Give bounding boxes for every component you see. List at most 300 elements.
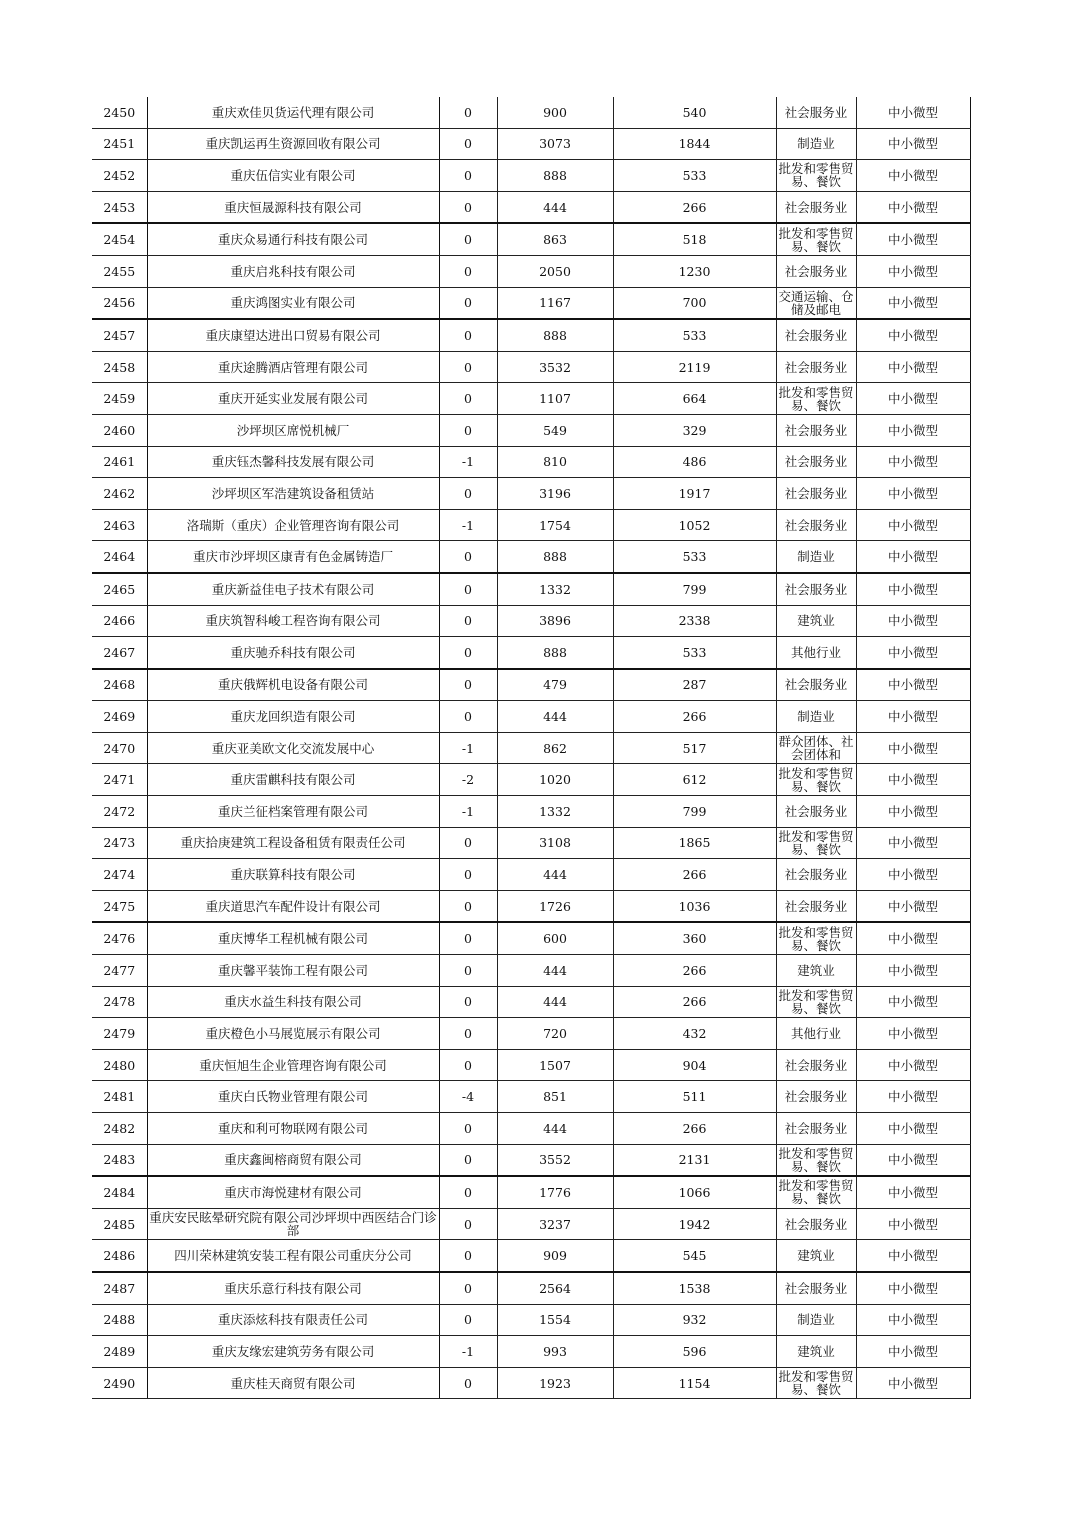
industry: 批发和零售贸易、餐饮 <box>778 385 854 412</box>
value-1-cell <box>497 414 613 446</box>
value-1: 862 <box>543 740 567 756</box>
enterprise-size-cell <box>856 319 970 351</box>
company-table <box>92 97 971 1399</box>
row-id-cell <box>92 287 147 319</box>
company-name-cell <box>147 1336 439 1368</box>
value-2: 517 <box>682 740 707 756</box>
company-name-cell <box>147 319 439 351</box>
value-1: 479 <box>543 677 567 693</box>
value-2-cell <box>613 319 776 351</box>
value-2: 2119 <box>678 359 711 375</box>
value-1-cell <box>497 1272 613 1304</box>
enterprise-size-cell <box>856 97 970 128</box>
industry: 建筑业 <box>797 1249 835 1263</box>
company-name: 重庆鑫闽榕商贸有限公司 <box>224 1152 362 1168</box>
enterprise-size: 中小微型 <box>887 962 938 978</box>
change-value-cell <box>439 509 497 541</box>
value-1-cell <box>497 1240 613 1272</box>
company-name: 重庆市沙坪坝区康青有色金属铸造厂 <box>192 549 393 565</box>
table-row <box>92 1144 970 1176</box>
value-1-cell <box>497 478 613 510</box>
table-row <box>92 255 970 287</box>
value-2-cell <box>613 827 776 859</box>
enterprise-size: 中小微型 <box>887 391 938 407</box>
industry: 建筑业 <box>797 963 835 977</box>
enterprise-size: 中小微型 <box>887 772 938 788</box>
change-value: -1 <box>461 454 475 470</box>
table-row <box>92 128 970 160</box>
company-name: 重庆联算科技有限公司 <box>230 867 356 883</box>
enterprise-size-cell <box>856 287 970 319</box>
industry: 批发和零售贸易、餐饮 <box>778 829 854 856</box>
industry-cell <box>776 1304 856 1336</box>
company-name: 重庆安民眩晕研究院有限公司沙坪坝中西医结合门诊部 <box>149 1210 437 1238</box>
row-id-cell <box>92 986 147 1018</box>
value-2: 904 <box>682 1057 707 1073</box>
value-2-cell <box>613 1304 776 1336</box>
enterprise-size: 中小微型 <box>887 1184 938 1200</box>
industry: 社会服务业 <box>784 264 848 278</box>
value-1: 444 <box>543 1120 567 1136</box>
row-id-cell <box>92 1144 147 1176</box>
table-row <box>92 955 970 987</box>
row-id: 2461 <box>103 454 136 470</box>
enterprise-size-cell <box>856 191 970 223</box>
value-2: 1036 <box>678 898 711 914</box>
table-row <box>92 605 970 637</box>
row-id-cell <box>92 1367 147 1399</box>
change-value-cell <box>439 1336 497 1368</box>
value-1: 1167 <box>539 295 571 311</box>
industry: 批发和零售贸易、餐饮 <box>778 1370 854 1397</box>
industry: 社会服务业 <box>784 1121 848 1135</box>
table-row <box>92 1240 970 1272</box>
value-1-cell <box>497 1081 613 1113</box>
enterprise-size-cell <box>856 637 970 669</box>
value-1: 444 <box>543 962 567 978</box>
industry-cell <box>776 351 856 383</box>
change-value-cell <box>439 223 497 255</box>
change-value: 0 <box>464 1152 472 1168</box>
enterprise-size: 中小微型 <box>887 867 938 883</box>
row-id-cell <box>92 1304 147 1336</box>
value-2: 664 <box>682 391 707 407</box>
row-id: 2464 <box>103 549 136 565</box>
row-id: 2466 <box>103 613 136 629</box>
company-name: 重庆恒旭生企业管理咨询有限公司 <box>199 1057 387 1073</box>
value-1: 863 <box>543 232 567 248</box>
change-value: -4 <box>461 1089 475 1105</box>
value-1: 444 <box>543 867 567 883</box>
row-id-cell <box>92 955 147 987</box>
enterprise-size-cell <box>856 160 970 192</box>
value-2-cell <box>613 1113 776 1145</box>
industry-cell <box>776 383 856 415</box>
value-2: 2131 <box>678 1152 711 1168</box>
enterprise-size-cell <box>856 605 970 637</box>
value-2-cell <box>613 764 776 796</box>
company-name: 重庆凯运再生资源回收有限公司 <box>205 136 381 152</box>
value-2-cell <box>613 573 776 605</box>
value-2: 533 <box>682 549 707 565</box>
industry: 社会服务业 <box>784 899 848 913</box>
change-value-cell <box>439 1113 497 1145</box>
row-id: 2457 <box>103 327 136 343</box>
value-1-cell <box>497 637 613 669</box>
enterprise-size: 中小微型 <box>887 1152 938 1168</box>
enterprise-size-cell <box>856 1208 970 1240</box>
enterprise-size: 中小微型 <box>887 1120 938 1136</box>
table-row <box>92 1113 970 1145</box>
industry: 批发和零售贸易、餐饮 <box>778 925 854 952</box>
company-name-cell <box>147 1049 439 1081</box>
change-value-cell <box>439 605 497 637</box>
table-row <box>92 97 970 128</box>
row-id: 2473 <box>103 835 136 851</box>
enterprise-size: 中小微型 <box>887 1216 938 1232</box>
industry-cell <box>776 287 856 319</box>
industry-cell <box>776 605 856 637</box>
enterprise-size: 中小微型 <box>887 1375 938 1391</box>
industry-cell <box>776 223 856 255</box>
industry-cell <box>776 319 856 351</box>
row-id-cell <box>92 128 147 160</box>
row-id: 2488 <box>103 1312 136 1328</box>
value-1: 851 <box>543 1089 567 1105</box>
value-1-cell <box>497 383 613 415</box>
industry-cell <box>776 191 856 223</box>
table-row <box>92 796 970 828</box>
enterprise-size-cell <box>856 1018 970 1050</box>
row-id-cell <box>92 191 147 223</box>
enterprise-size-cell <box>856 701 970 733</box>
industry: 社会服务业 <box>784 200 848 214</box>
value-2-cell <box>613 1367 776 1399</box>
change-value: 0 <box>464 263 472 279</box>
industry-cell <box>776 1240 856 1272</box>
value-1: 888 <box>543 327 567 343</box>
value-2-cell <box>613 541 776 573</box>
change-value: 0 <box>464 295 472 311</box>
change-value: -1 <box>461 1343 475 1359</box>
table-row <box>92 1272 970 1304</box>
row-id: 2450 <box>103 104 136 120</box>
enterprise-size-cell <box>856 859 970 891</box>
value-1-cell <box>497 573 613 605</box>
change-value-cell <box>439 383 497 415</box>
industry-cell <box>776 701 856 733</box>
value-1: 1554 <box>539 1312 571 1328</box>
change-value: -1 <box>461 517 475 533</box>
value-1: 909 <box>543 1248 567 1264</box>
industry: 建筑业 <box>797 1344 835 1358</box>
row-id-cell <box>92 1272 147 1304</box>
enterprise-size: 中小微型 <box>887 295 938 311</box>
value-2: 266 <box>682 994 707 1010</box>
company-name-cell <box>147 351 439 383</box>
company-name-cell <box>147 573 439 605</box>
table-row <box>92 637 970 669</box>
row-id: 2465 <box>103 581 136 597</box>
row-id-cell <box>92 383 147 415</box>
row-id-cell <box>92 827 147 859</box>
value-2: 932 <box>682 1312 707 1328</box>
enterprise-size: 中小微型 <box>887 359 938 375</box>
row-id: 2459 <box>103 391 136 407</box>
company-name-cell <box>147 922 439 954</box>
company-name-cell <box>147 1144 439 1176</box>
row-id: 2472 <box>103 803 136 819</box>
change-value: 0 <box>464 867 472 883</box>
company-name: 沙坪坝区席悦机械厂 <box>236 422 350 438</box>
value-2-cell <box>613 1208 776 1240</box>
industry-cell <box>776 97 856 128</box>
value-1: 1107 <box>539 391 571 407</box>
value-1-cell <box>497 1367 613 1399</box>
table-row <box>92 669 970 701</box>
value-1: 993 <box>543 1343 567 1359</box>
value-1-cell <box>497 1176 613 1208</box>
value-1-cell <box>497 764 613 796</box>
value-2: 1917 <box>678 485 711 501</box>
row-id: 2463 <box>103 517 136 533</box>
industry-cell <box>776 1367 856 1399</box>
table-row <box>92 478 970 510</box>
change-value-cell <box>439 573 497 605</box>
company-name: 洛瑞斯（重庆）企业管理咨询有限公司 <box>186 517 400 533</box>
industry-cell <box>776 1018 856 1050</box>
change-value: 0 <box>464 1057 472 1073</box>
company-name: 重庆恒晟源科技有限公司 <box>224 199 362 215</box>
industry-cell <box>776 1144 856 1176</box>
industry-cell <box>776 732 856 764</box>
change-value: 0 <box>464 962 472 978</box>
value-2-cell <box>613 955 776 987</box>
industry: 社会服务业 <box>784 1058 848 1072</box>
company-name-cell <box>147 128 439 160</box>
change-value: 0 <box>464 1280 472 1296</box>
row-id-cell <box>92 1240 147 1272</box>
table-row <box>92 446 970 478</box>
row-id-cell <box>92 922 147 954</box>
table-row <box>92 890 970 922</box>
row-id: 2486 <box>103 1248 136 1264</box>
industry-cell <box>776 160 856 192</box>
row-id: 2478 <box>103 994 136 1010</box>
enterprise-size-cell <box>856 128 970 160</box>
value-2: 1230 <box>678 263 711 279</box>
industry: 其他行业 <box>790 1027 841 1041</box>
industry-cell <box>776 637 856 669</box>
value-1: 549 <box>543 422 567 438</box>
value-1: 1726 <box>539 898 571 914</box>
value-1-cell <box>497 128 613 160</box>
company-name: 重庆驰乔科技有限公司 <box>230 644 356 660</box>
value-2: 2338 <box>678 613 711 629</box>
change-value-cell <box>439 287 497 319</box>
value-1-cell <box>497 796 613 828</box>
row-id-cell <box>92 319 147 351</box>
industry: 社会服务业 <box>784 1217 848 1231</box>
value-2-cell <box>613 97 776 128</box>
row-id-cell <box>92 1336 147 1368</box>
enterprise-size: 中小微型 <box>887 1312 938 1328</box>
change-value: -2 <box>461 772 475 788</box>
enterprise-size-cell <box>856 478 970 510</box>
change-value: 0 <box>464 898 472 914</box>
row-id-cell <box>92 1049 147 1081</box>
company-name: 重庆添炫科技有限责任公司 <box>217 1312 368 1328</box>
enterprise-size: 中小微型 <box>887 136 938 152</box>
enterprise-size-cell <box>856 255 970 287</box>
change-value-cell <box>439 1208 497 1240</box>
company-name: 重庆鸿图实业有限公司 <box>230 295 356 311</box>
enterprise-size-cell <box>856 509 970 541</box>
industry-cell <box>776 1113 856 1145</box>
value-2-cell <box>613 128 776 160</box>
change-value-cell <box>439 319 497 351</box>
industry-cell <box>776 890 856 922</box>
row-id: 2455 <box>103 263 136 279</box>
company-name-cell <box>147 414 439 446</box>
change-value-cell <box>439 255 497 287</box>
value-1-cell <box>497 160 613 192</box>
change-value: 0 <box>464 485 472 501</box>
company-name-cell <box>147 160 439 192</box>
row-id-cell <box>92 701 147 733</box>
change-value: 0 <box>464 1216 472 1232</box>
enterprise-size-cell <box>856 1336 970 1368</box>
change-value-cell <box>439 414 497 446</box>
change-value: 0 <box>464 199 472 215</box>
change-value-cell <box>439 827 497 859</box>
industry: 交通运输、仓储及邮电 <box>778 289 854 316</box>
enterprise-size: 中小微型 <box>887 422 938 438</box>
change-value: 0 <box>464 1248 472 1264</box>
company-name-cell <box>147 605 439 637</box>
value-1: 444 <box>543 709 567 725</box>
value-2: 360 <box>682 931 707 947</box>
enterprise-size: 中小微型 <box>887 104 938 120</box>
enterprise-size: 中小微型 <box>887 167 938 183</box>
value-2-cell <box>613 1144 776 1176</box>
value-2: 1844 <box>678 136 711 152</box>
change-value-cell <box>439 191 497 223</box>
industry: 批发和零售贸易、餐饮 <box>778 766 854 793</box>
change-value-cell <box>439 1176 497 1208</box>
value-1-cell <box>497 1336 613 1368</box>
value-2-cell <box>613 637 776 669</box>
value-2-cell <box>613 1049 776 1081</box>
industry-cell <box>776 955 856 987</box>
enterprise-size: 中小微型 <box>887 232 938 248</box>
value-2-cell <box>613 1272 776 1304</box>
change-value: 0 <box>464 422 472 438</box>
row-id: 2479 <box>103 1026 136 1042</box>
value-1-cell <box>497 701 613 733</box>
company-name: 四川荣林建筑安装工程有限公司重庆分公司 <box>174 1248 412 1264</box>
change-value-cell <box>439 922 497 954</box>
industry: 制造业 <box>797 1313 835 1327</box>
change-value-cell <box>439 1144 497 1176</box>
value-1-cell <box>497 827 613 859</box>
industry: 其他行业 <box>790 645 841 659</box>
enterprise-size: 中小微型 <box>887 454 938 470</box>
value-1: 3237 <box>539 1216 571 1232</box>
value-2: 1538 <box>678 1280 711 1296</box>
company-name: 重庆启兆科技有限公司 <box>230 263 356 279</box>
value-1: 3073 <box>539 136 571 152</box>
industry-cell <box>776 1336 856 1368</box>
enterprise-size: 中小微型 <box>887 1057 938 1073</box>
enterprise-size: 中小微型 <box>887 1248 938 1264</box>
value-2-cell <box>613 414 776 446</box>
change-value: -1 <box>461 803 475 819</box>
value-2: 700 <box>682 295 707 311</box>
row-id: 2477 <box>103 962 136 978</box>
value-1-cell <box>497 859 613 891</box>
row-id-cell <box>92 446 147 478</box>
row-id: 2452 <box>103 167 136 183</box>
enterprise-size-cell <box>856 669 970 701</box>
industry-cell <box>776 1176 856 1208</box>
table-row <box>92 191 970 223</box>
company-name: 重庆钰杰馨科技发展有限公司 <box>211 454 375 470</box>
value-2-cell <box>613 446 776 478</box>
enterprise-size-cell <box>856 351 970 383</box>
row-id-cell <box>92 255 147 287</box>
company-name-cell <box>147 1176 439 1208</box>
change-value-cell <box>439 669 497 701</box>
value-2-cell <box>613 986 776 1018</box>
change-value: 0 <box>464 549 472 565</box>
row-id-cell <box>92 160 147 192</box>
company-name: 重庆开延实业发展有限公司 <box>217 391 368 407</box>
table-row <box>92 1208 970 1240</box>
company-name-cell <box>147 1018 439 1050</box>
value-2-cell <box>613 1240 776 1272</box>
value-1-cell <box>497 955 613 987</box>
value-2: 518 <box>682 232 707 248</box>
company-name-cell <box>147 764 439 796</box>
value-1: 888 <box>543 167 567 183</box>
enterprise-size: 中小微型 <box>887 1026 938 1042</box>
value-1: 3552 <box>539 1152 571 1168</box>
value-2: 432 <box>682 1026 707 1042</box>
value-2: 287 <box>682 677 707 693</box>
change-value-cell <box>439 955 497 987</box>
value-2: 266 <box>682 709 707 725</box>
industry-cell <box>776 764 856 796</box>
row-id-cell <box>92 732 147 764</box>
row-id-cell <box>92 1113 147 1145</box>
company-name: 重庆博华工程机械有限公司 <box>217 931 368 947</box>
enterprise-size-cell <box>856 541 970 573</box>
industry-cell <box>776 446 856 478</box>
value-1-cell <box>497 605 613 637</box>
table-row <box>92 319 970 351</box>
enterprise-size: 中小微型 <box>887 740 938 756</box>
industry-cell <box>776 922 856 954</box>
enterprise-size-cell <box>856 796 970 828</box>
table-body <box>92 97 970 1399</box>
value-2-cell <box>613 1018 776 1050</box>
row-id-cell <box>92 890 147 922</box>
table-row <box>92 509 970 541</box>
change-value-cell <box>439 541 497 573</box>
table-row <box>92 383 970 415</box>
value-1-cell <box>497 890 613 922</box>
